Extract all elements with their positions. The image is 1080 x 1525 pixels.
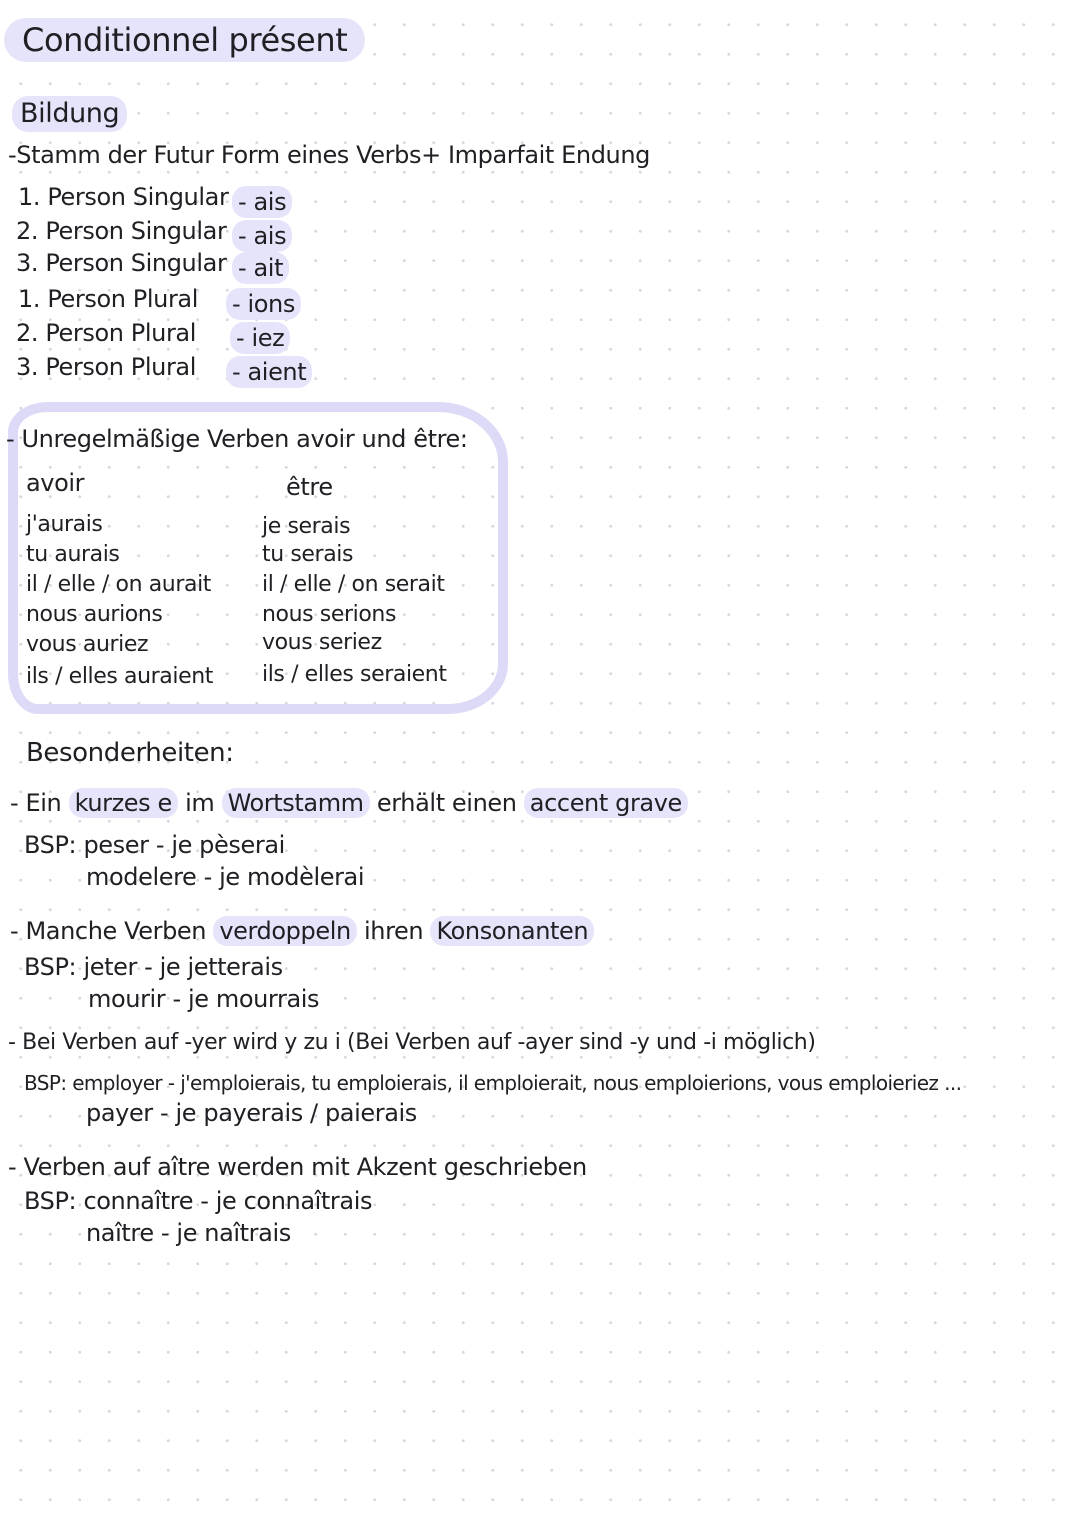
person-label: 2. Person Singular	[16, 217, 227, 245]
person-label: 3. Person Singular	[16, 249, 227, 277]
rule-accent-grave	[10, 788, 688, 818]
avoir-form: ils / elles auraient	[26, 664, 214, 689]
person-label: 1. Person Plural	[18, 285, 198, 313]
irregular-heading: - Unregelmäßige Verben avoir und être:	[6, 425, 468, 453]
etre-form: il / elle / on serait	[262, 572, 445, 597]
rule-text: im	[177, 789, 222, 817]
example-line: BSP: employer - j'emploierais, tu emploierais, il emploierait, nous emploierions, vous emploieriez ...	[24, 1071, 962, 1095]
rule-aitre-verbs: - Verben auf aître werden mit Akzent geschrieben	[8, 1153, 587, 1181]
example-line: naître - je naîtrais	[86, 1219, 291, 1247]
example-line: BSP: jeter - je jetterais	[24, 953, 283, 981]
etre-form: je serais	[262, 514, 351, 539]
avoir-form: vous auriez	[26, 632, 149, 657]
bildung-rule: -Stamm der Futur Form eines Verbs+ Imparfait Endung	[8, 141, 651, 169]
ending-label: - ait	[232, 252, 289, 284]
ending-label: - ions	[226, 288, 301, 320]
etre-form: vous seriez	[262, 630, 382, 655]
avoir-form: tu aurais	[26, 542, 120, 567]
avoir-form: nous aurions	[26, 602, 163, 627]
rule-text: - Ein	[10, 789, 69, 817]
highlight-kurzes-e: kurzes e	[69, 788, 178, 818]
highlight-wortstamm: Wortstamm	[222, 788, 370, 818]
etre-column-title: être	[286, 473, 333, 501]
rule-double-consonant	[10, 916, 594, 946]
page-title: Conditionnel présent	[4, 18, 365, 62]
rule-text: erhält einen	[369, 789, 524, 817]
person-label: 3. Person Plural	[16, 353, 196, 381]
avoir-form: il / elle / on aurait	[26, 572, 212, 597]
example-line: mourir - je mourrais	[88, 985, 320, 1013]
person-label: 2. Person Plural	[16, 319, 196, 347]
example-line: modelere - je modèlerai	[86, 863, 365, 891]
etre-form: ils / elles seraient	[262, 662, 447, 687]
ending-label: - ais	[232, 220, 292, 252]
example-line: BSP: connaître - je connaîtrais	[24, 1187, 373, 1215]
highlight-verdoppeln: verdoppeln	[213, 916, 356, 946]
example-line: payer - je payerais / paierais	[86, 1099, 417, 1127]
ending-label: - aient	[226, 356, 312, 388]
section-heading-bildung: Bildung	[12, 96, 127, 132]
rule-yer-verbs: - Bei Verben auf -yer wird y zu i (Bei Verben auf -ayer sind -y und -i möglich)	[8, 1030, 816, 1055]
rule-text: ihren	[356, 917, 431, 945]
etre-form: tu serais	[262, 542, 354, 567]
avoir-column-title: avoir	[26, 469, 85, 497]
highlight-konsonanten: Konsonanten	[430, 916, 594, 946]
ending-label: - ais	[232, 186, 292, 218]
example-line: BSP: peser - je pèserai	[24, 831, 285, 859]
highlight-accent-grave: accent grave	[524, 788, 688, 818]
rule-text: - Manche Verben	[10, 917, 214, 945]
ending-label: - iez	[230, 322, 290, 354]
person-label: 1. Person Singular	[18, 183, 229, 211]
avoir-form: j'aurais	[26, 512, 103, 537]
etre-form: nous serions	[262, 602, 397, 627]
section-heading-besonderheiten: Besonderheiten:	[26, 738, 234, 768]
